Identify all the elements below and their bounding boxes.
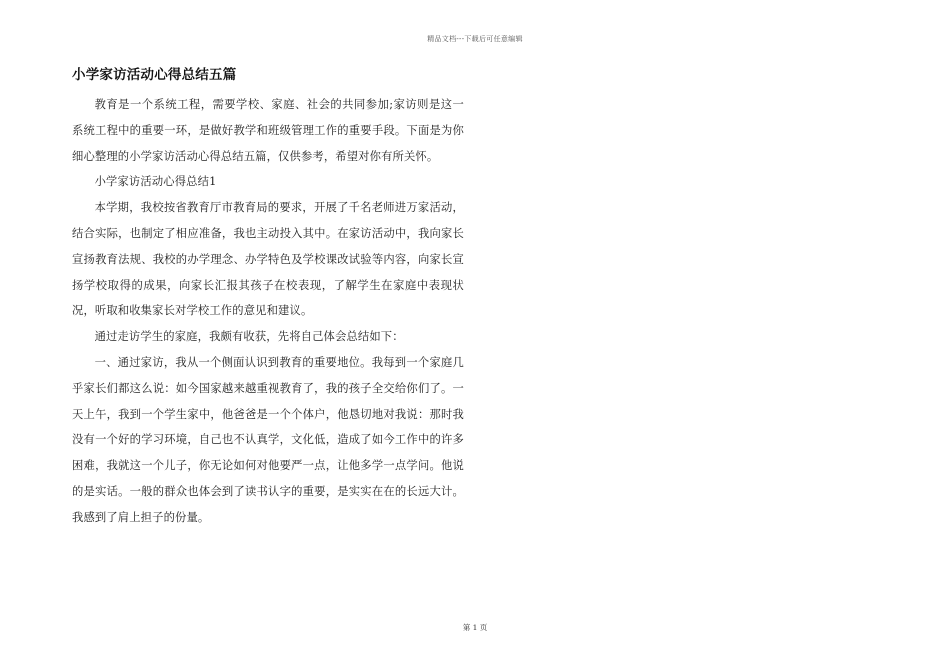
paragraph-activity: 本学期，我校按省教育厅市教育局的要求，开展了千名老师进万家活动，结合实际，也制定了相应准备，我也主动投入其中。在家访活动中，我向家长宣扬教育法规、我校的办学理念、办学特色及学校课改试验等内容，向家长宣扬学校取得的成果，向家长汇报其孩子在校表现，了解学生在家庭中表现状况，听取和收集家长对学校工作的意见和建议。 <box>72 201 464 318</box>
paragraph-section-heading: 小学家访活动心得总结1 <box>94 175 217 189</box>
paragraph-intro: 教育是一个系统工程，需要学校、家庭、社会的共同参加;家访则是这一系统工程中的重要一环，是做好教学和班级管理工作的重要手段。下面是为你细心整理的小学家访活动心得总结五篇，仅供参考，希望对你有所关怀。 <box>72 98 464 163</box>
document-body <box>72 92 464 531</box>
document-title: 小学家访活动心得总结五篇 <box>72 67 237 83</box>
paragraph-summary-lead: 通过走访学生的家庭，我颇有收获，先将自己体会总结如下： <box>94 330 404 344</box>
page-number: 第 1 页 <box>462 623 488 632</box>
document-content <box>72 66 464 531</box>
paragraph-point-one: 一、通过家访，我从一个侧面认识到教育的重要地位。我每到一个家庭几乎家长们都这么说：如今国家越来越重视教育了，我的孩子全交给你们了。一天上午，我到一个学生家中，他爸爸是一个个体户，他恳切地对我说：那时我没有一个好的学习环境，自己也不认真学，文化低，造成了如今工作中的许多困难，我就这一个儿子，你无论如何对他要严一点，让他多学一点学问。他说的是实话。一般的群众也体会到了读书认字的重要，是实实在在的长远大计。我感到了肩上担子的份量。 <box>72 355 464 524</box>
header-note: 精品文档---下载后可任意编辑 <box>427 35 523 43</box>
